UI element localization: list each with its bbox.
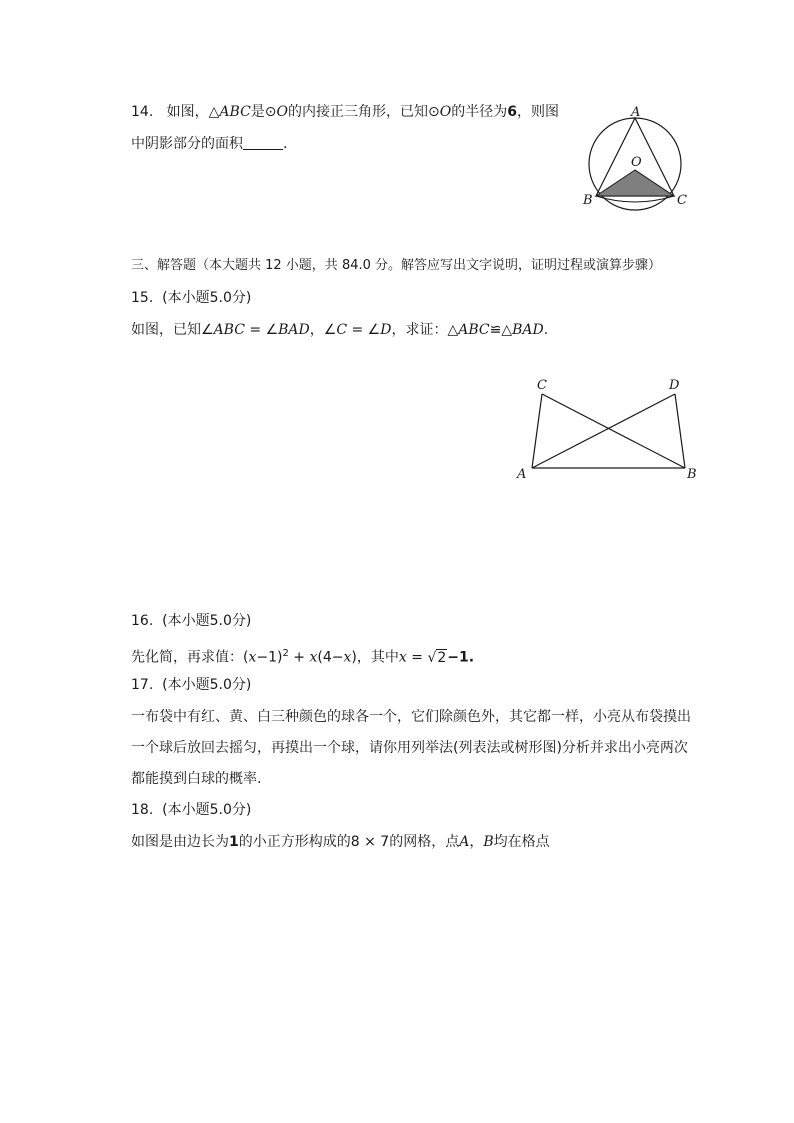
q15-text: = ∠ [347,322,381,338]
q16-text: 先化简，再求值：( [131,649,249,666]
q14-line1 [131,102,559,122]
q15-line [131,320,548,340]
q17-line2 [131,738,688,758]
q16-header [131,611,251,631]
q15-abc: ABC [458,322,490,338]
q18-side-length: 1 [229,834,239,850]
q16-text: −1) [256,649,283,666]
q15-text: = ∠ [244,322,279,338]
q16-text: = [406,649,428,666]
q14-text: 中阴影部分的面积 [131,136,243,152]
q14-line2 [131,134,287,154]
q14-radius: 6 [507,104,517,120]
q14-text: 的半径为 [451,104,508,120]
q15-bad: BAD [512,322,544,338]
q14-text: . [283,136,288,152]
q14-o: O [439,104,452,120]
q17-text: 一布袋中有红、黄、白三种颜色的球各一个，它们除颜色外，其它都一样，小亮从布袋摸出 [131,709,691,725]
q16-score: (本小题5.0分) [162,613,252,629]
sqrt-radicand: 2 [437,649,447,666]
q16-x: x [398,649,407,666]
q18-text: 的网格，点 [389,834,460,850]
q16-text: + [288,649,310,666]
section3-title [131,256,661,276]
q15-header [131,288,251,308]
q16-line [131,644,474,668]
segment-ad [532,394,675,468]
q15-bad: BAD [278,322,310,338]
label-d: D [669,378,680,393]
triangle-symbol: △ [208,104,220,120]
segment-ac [532,394,542,468]
q18-point-a: A [459,834,470,850]
section-title-text: 三、解答题（本大题共 12 小题，共 84.0 分。解答应写出文字说明，证明过程或演算步骤） [131,258,662,273]
q16-x: x [309,649,318,666]
q17-text: 一个球后放回去摇匀，再摸出一个球，请你用列举法(列表法或树形图)分析并求出小亮两次 [131,740,688,756]
q17-score: (本小题5.0分) [162,677,252,693]
q16-text: −1. [447,649,475,666]
q15-score: (本小题5.0分) [162,290,252,306]
q16-number: 16. [131,613,154,629]
label-c: C [537,378,547,393]
q18-text: 的小正方形构成的 [238,834,351,850]
q15-c: C [336,322,348,338]
q18-line [131,832,550,852]
q17-line1 [131,707,691,727]
q14-abc: ABC [219,104,251,120]
q18-number: 18. [131,802,154,818]
q14-figure [580,104,692,214]
segment-bc [542,394,685,468]
q18-point-b: B [483,834,494,850]
circle-symbol: ⊙ [264,104,277,120]
q18-text: ， [469,834,484,850]
q15-figure [512,374,702,486]
q15-text: ，求证：△ [391,322,459,338]
answer-blank[interactable] [243,135,283,150]
q15-text: . [543,322,549,338]
q18-grid-size: 8 × 7 [350,834,390,850]
q14-text: 是 [250,104,265,120]
q15-text: ≌△ [489,322,513,338]
q14-o: O [276,104,288,120]
label-a: A [517,467,527,482]
q15-number: 15. [131,290,154,306]
q16-exponent: 2 [282,648,289,659]
q16-text: )，其中 [351,649,399,666]
label-b: B [583,193,593,208]
q16-x: x [248,649,257,666]
q18-score: (本小题5.0分) [162,802,252,818]
q18-text: 均在格点 [493,834,550,850]
label-o: O [631,155,642,170]
q15-text: 如图，已知∠ [131,322,214,338]
q18-text: 如图是由边长为 [131,834,229,850]
q14-text: 的内接正三角形，已知 [288,104,428,120]
segment-bd [675,394,685,468]
q14-text: 如图， [166,104,209,120]
q14-number: 14. [131,104,154,120]
q15-abc: ABC [213,322,245,338]
q16-text: (4− [317,649,344,666]
label-a: A [631,105,641,120]
q16-x: x [343,649,352,666]
label-c: C [677,193,687,208]
q17-line3 [131,769,261,789]
q14-text: ，则图 [516,104,559,120]
q17-number: 17. [131,677,154,693]
q15-d: D [380,322,392,338]
sqrt-expression: √2 [427,649,447,666]
circle-symbol: ⊙ [428,104,440,120]
q17-text: 都能摸到白球的概率. [131,771,262,787]
label-b: B [687,467,697,482]
q18-header [131,800,251,820]
q17-header [131,675,251,695]
q15-text: ，∠ [309,322,337,338]
